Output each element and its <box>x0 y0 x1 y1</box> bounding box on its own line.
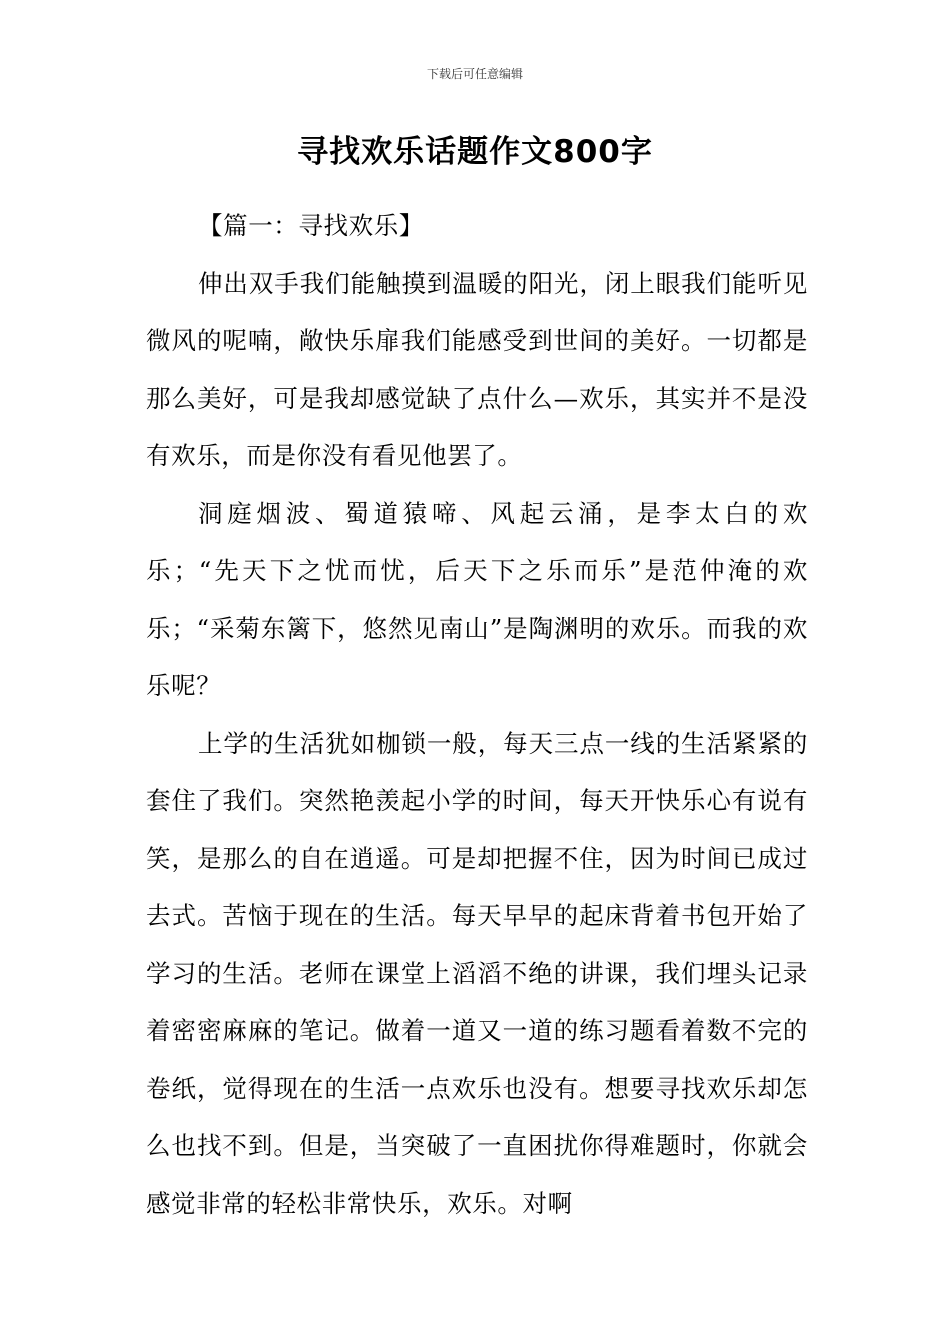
paragraph-3: 上学的生活犹如枷锁一般，每天三点一线的生活紧紧的套住了我们。突然艳羡起小学的时间，每天开快乐心有说有笑，是那么的自在逍遥。可是却把握不住，因为时间已成过去式。苦恼于现在的生活。每天早早的起床背着书包开始了学习的生活。老师在课堂上滔滔不绝的讲课，我们埋头记录着密密麻麻的笔记。做着一道又一道的练习题看着数不完的卷纸，觉得现在的生活一点欢乐也没有。想要寻找欢乐却怎么也找不到。但是，当突破了一直困扰你得难题时，你就会感觉非常的轻松非常快乐，欢乐。对啊 <box>146 728 808 1218</box>
header-note: 下载后可任意编辑 <box>426 67 523 81</box>
page-title: 寻找欢乐话题作文800字 <box>297 134 653 170</box>
paragraph-2: 洞庭烟波、蜀道猿啼、风起云涌，是李太白的欢乐；“先天下之忧而忧，后天下之乐而乐”是范仲淹的欢乐；“采菊东篱下，悠然见南山”是陶渊明的欢乐。而我的欢乐呢？ <box>146 498 808 700</box>
article-body <box>146 197 808 1232</box>
section-heading: 【篇一：寻找欢乐】 <box>198 211 424 240</box>
paragraph-1: 伸出双手我们能触摸到温暖的阳光，闭上眼我们能听见微风的呢喃，敞快乐扉我们能感受到世间的美好。一切都是那么美好，可是我却感觉缺了点什么—欢乐，其实并不是没有欢乐，而是你没有看见他罢了。 <box>146 268 808 470</box>
